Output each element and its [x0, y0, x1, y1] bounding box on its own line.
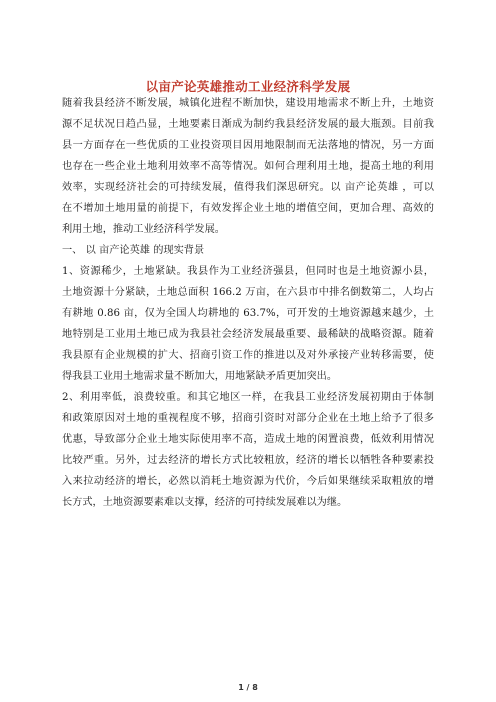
- body-line: 比较严重。另外，过去经济的增长方式比较粗放，经济的增长以牺牲各种要素投: [62, 455, 434, 466]
- document-title: 以亩产论英雄推动工业经济科学发展: [145, 79, 351, 94]
- body-line: 2、利用率低，浪费较重。和其它地区一样，在我县工业经济发展初期由于体制: [62, 392, 434, 403]
- body-line: 地特别是工业用土地已成为我县社会经济发展最重要、最稀缺的战略资源。随着: [62, 329, 434, 340]
- body-line: 土地资源十分紧缺，土地总面积 166.2 万亩，在六县市中排名倒数第二，人均占: [62, 287, 434, 298]
- body-line: 利用土地，推动工业经济科学发展。: [62, 224, 225, 235]
- body-line: 优惠，导致部分企业土地实际使用率不高，造成土地的闲置浪费，低效利用情况: [62, 434, 434, 445]
- body-line: 效率，实现经济社会的可持续发展，值得我们深思研究。以 亩产论英雄 ，可以: [62, 182, 434, 193]
- section-heading: 一、 以 亩产论英雄 的现实背景: [62, 245, 205, 256]
- body-line: 随着我县经济不断发展，城镇化进程不断加快，建设用地需求不断上升，土地资: [62, 98, 434, 109]
- body-line: 长方式，土地资源要素难以支撑，经济的可持续发展难以为继。: [62, 497, 348, 508]
- body-line: 源不足状况日趋凸显，土地要素日渐成为制约我县经济发展的最大瓶颈。目前我: [62, 119, 434, 130]
- page-number: 1 / 8: [238, 683, 258, 692]
- body-line: 有耕地 0.86 亩，仅为全国人均耕地的 63.7%，可开发的土地资源越来越少，土: [62, 308, 434, 319]
- body-line: 县一方面存在一些优质的工业投资项目因用地限制而无法落地的情况，另一方面: [62, 140, 434, 151]
- body-line: 得我县工业用土地需求量不断加大，用地紧缺矛盾更加突出。: [62, 371, 338, 382]
- body-line: 在不增加土地用量的前提下，有效发挥企业土地的增值空间，更加合理、高效的: [62, 203, 434, 214]
- body-line: 入来拉动经济的增长，必然以消耗土地资源为代价，今后如果继续采取粗放的增: [62, 476, 434, 487]
- body-line: 也存在一些企业土地利用效率不高等情况。如何合理利用土地，提高土地的利用: [62, 161, 434, 172]
- body-line: 和政策原因对土地的重视程度不够，招商引资时对部分企业在土地上给予了很多: [62, 413, 434, 424]
- body-line: 1、资源稀少，土地紧缺。我县作为工业经济强县，但同时也是土地资源小县，: [62, 266, 434, 277]
- body-line: 我县原有企业规模的扩大、招商引资工作的推进以及对外承接产业转移需要，使: [62, 350, 434, 361]
